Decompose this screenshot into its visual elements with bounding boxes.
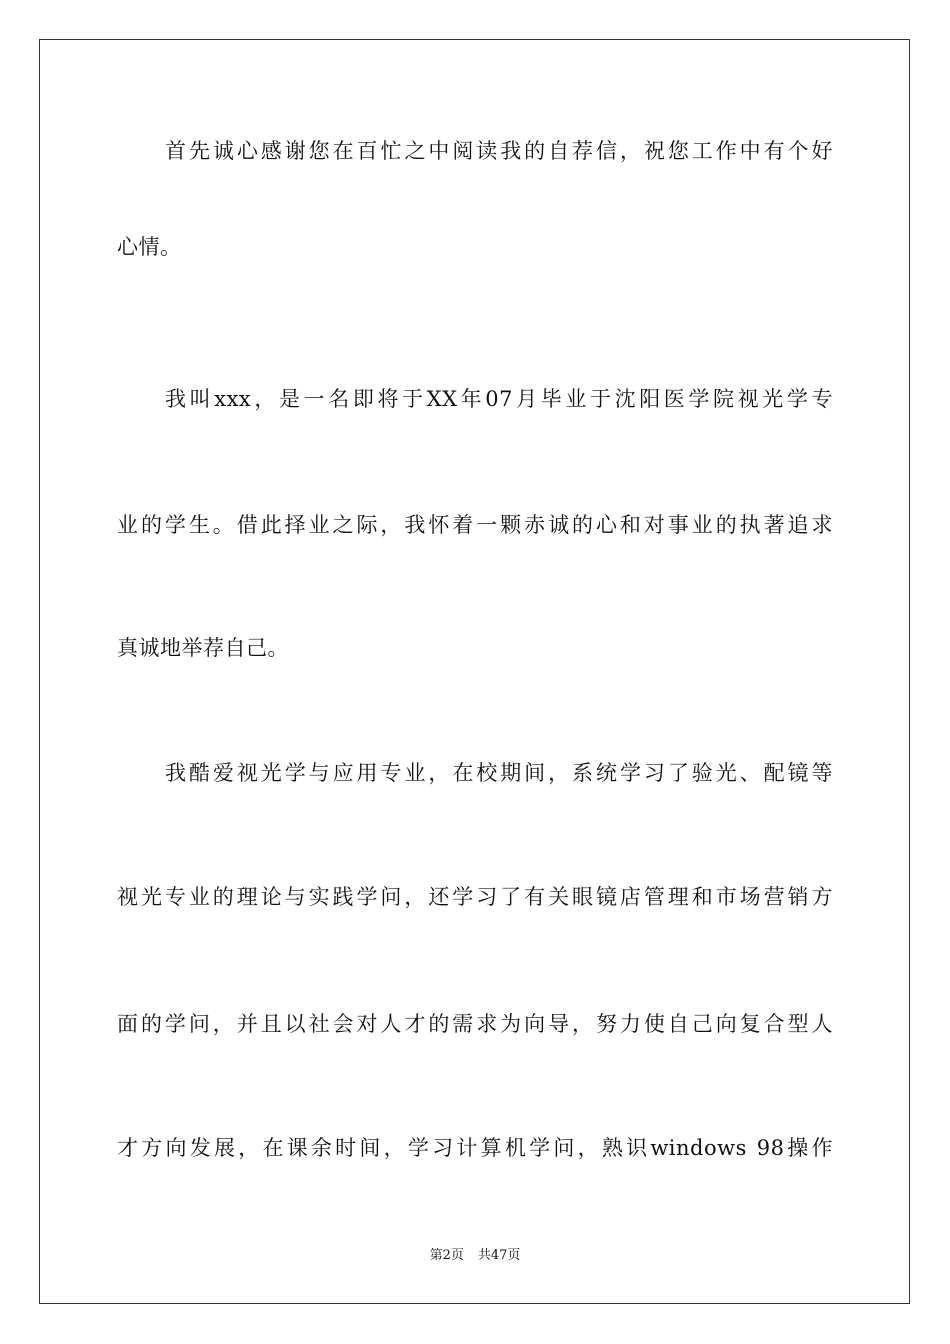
paragraph-line: 我叫xxx，是一名即将于XX年07月毕业于沈阳医学院视光学专 xyxy=(165,387,833,411)
paragraph-line: 业的学生。借此择业之际，我怀着一颗赤诚的心和对事业的执著追求 xyxy=(117,513,833,537)
paragraph-line: 才方向发展，在课余时间，学习计算机学问，熟识windows 98操作 xyxy=(117,1136,833,1160)
paragraph-line: 视光专业的理论与实践学问，还学习了有关眼镜店管理和市场营销方 xyxy=(117,885,833,909)
page-total: 共47页 xyxy=(477,1248,521,1263)
page-number: 第2页 xyxy=(429,1248,464,1263)
page-border xyxy=(39,39,910,1304)
page-footer xyxy=(0,1247,950,1265)
paragraph-line: 面的学问，并且以社会对人才的需求为向导，努力使自己向复合型人 xyxy=(117,1012,833,1036)
paragraph-line: 心情。 xyxy=(117,235,182,259)
paragraph-line: 真诚地举荐自己。 xyxy=(117,636,289,660)
paragraph-line: 我酷爱视光学与应用专业，在校期间，系统学习了验光、配镜等 xyxy=(165,761,833,785)
paragraph-line: 首先诚心感谢您在百忙之中阅读我的自荐信，祝您工作中有个好 xyxy=(165,139,833,163)
